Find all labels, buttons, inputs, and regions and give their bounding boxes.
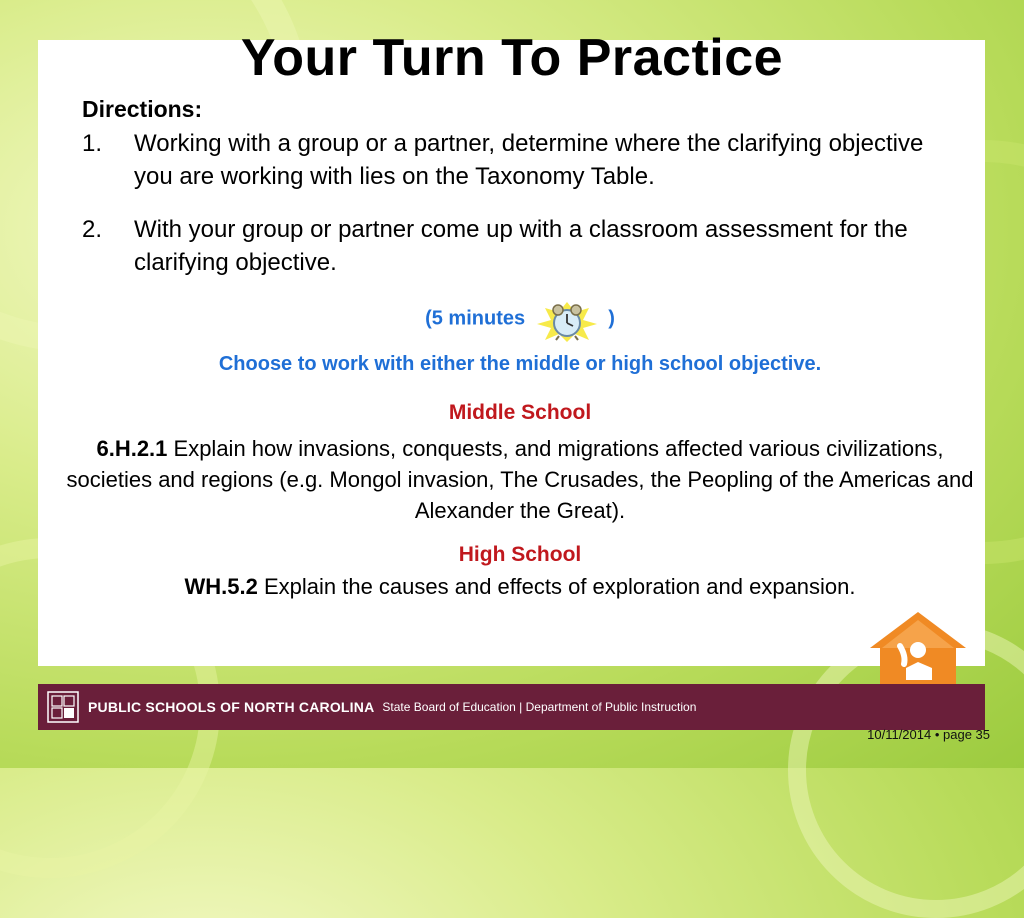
objective-text: Explain how invasions, conquests, and migrations affected various civilizations, societies and regions (e.g. Mongol invasion, The Crusades, the Peopling of the Americas and Alexander the Great). (66, 436, 974, 523)
objective-text: Explain the causes and effects of exploration and expansion. (257, 574, 856, 599)
direction-step-1 (82, 127, 967, 193)
timer-text-close: ) (608, 307, 615, 330)
step-number: 2. (82, 216, 103, 243)
objective-code: 6.H.2.1 (96, 436, 168, 461)
step-text: Working with a group or a partner, determine where the clarifying objective you are working with lies on the Taxonomy Table. (134, 130, 924, 190)
choose-instruction: Choose to work with either the middle or high school objective. (218, 353, 822, 375)
step-number: 1. (82, 130, 103, 157)
high-school-objective (60, 572, 980, 601)
timer-line (60, 302, 980, 336)
slide-title: Your Turn To Practice (240, 29, 784, 87)
step-text: With your group or partner come up with a classroom assessment for the clarifying objective. (134, 216, 908, 276)
middle-school-objective (60, 433, 980, 526)
nc-seal-icon (46, 690, 80, 724)
alarm-clock-icon (531, 302, 603, 336)
timer-text-open: (5 minutes (425, 307, 526, 330)
middle-school-heading: Middle School (448, 401, 592, 424)
directions-section (82, 96, 967, 279)
footer-bar (38, 684, 985, 730)
objective-code: WH.5.2 (184, 574, 258, 599)
high-school-heading: High School (458, 543, 582, 566)
direction-step-2 (82, 213, 967, 279)
organization-subtitle: State Board of Education | Department of Public Instruction (382, 700, 697, 714)
organization-name: PUBLIC SCHOOLS OF NORTH CAROLINA (88, 699, 375, 715)
page-info: 10/11/2014 • page 35 (867, 727, 990, 742)
directions-heading: Directions: (82, 96, 203, 122)
